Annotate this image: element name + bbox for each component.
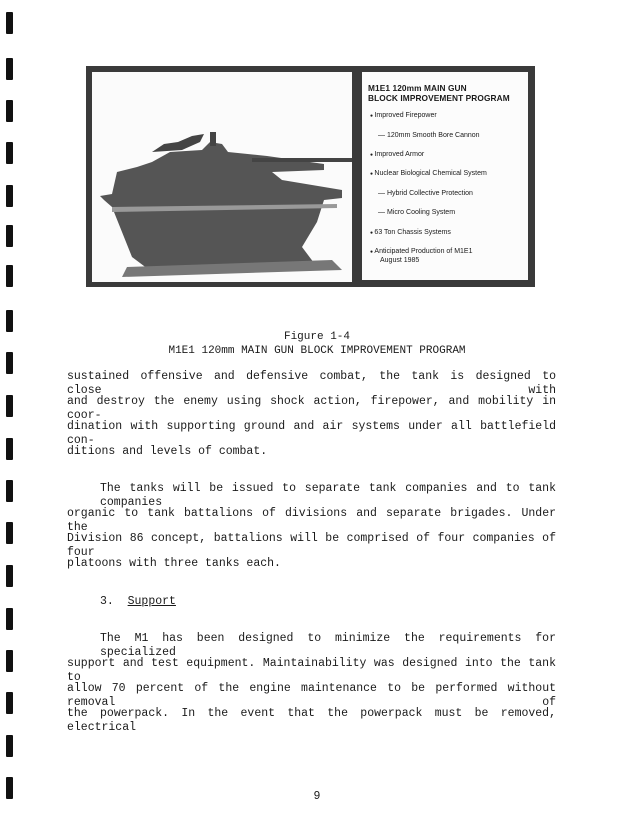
page-number: 9 — [313, 790, 321, 803]
panel-item-cont — [380, 256, 419, 265]
bullet-icon: ● — [370, 113, 375, 119]
panel-item-dash — [378, 208, 455, 217]
panel-title-line: M1E1 120mm MAIN GUN — [368, 83, 467, 93]
text-line: platoons with three tanks each. — [67, 557, 281, 570]
text-line: sustained offensive and defensive combat, the tank is designed to close with — [67, 370, 556, 397]
binding-mark — [6, 142, 13, 164]
binding-mark — [6, 692, 13, 714]
figure-caption-number: Figure 1-4 — [283, 331, 350, 343]
tank-photo — [92, 72, 352, 282]
dash-icon: — — [378, 132, 387, 139]
binding-mark — [6, 735, 13, 757]
binding-mark — [6, 185, 13, 207]
panel-item-text: Micro Cooling System — [386, 209, 456, 216]
panel-item-bullet — [370, 111, 437, 121]
bullet-icon: ● — [370, 152, 375, 158]
panel-title — [368, 83, 510, 103]
section-heading — [100, 595, 176, 608]
binding-mark — [6, 522, 13, 544]
panel-item-dash — [378, 189, 473, 198]
figure-caption-title: M1E1 120mm MAIN GUN BLOCK IMPROVEMENT PROGRAM — [168, 345, 466, 357]
bullet-icon: ● — [370, 230, 375, 236]
binding-mark — [6, 100, 13, 122]
text-line: allow 70 percent of the engine maintenance to be performed without removal of — [67, 682, 556, 709]
panel-item-text: Nuclear Biological Chemical System — [374, 170, 487, 177]
bullet-icon: ● — [370, 171, 375, 177]
dash-icon: — — [378, 190, 387, 197]
panel-item-text: 120mm Smooth Bore Cannon — [386, 132, 480, 139]
panel-item-text: Hybrid Collective Protection — [386, 190, 473, 197]
panel-item-text: 63 Ton Chassis Systems — [374, 229, 451, 236]
text-line: dination with supporting ground and air systems under all battlefield con- — [67, 420, 556, 447]
text-line: the powerpack. In the event that the powerpack must be removed, electrical — [67, 707, 556, 734]
text-line: organic to tank battalions of divisions and separate brigades. Under the — [67, 507, 556, 534]
panel-item-bullet — [370, 150, 424, 160]
text-line: The tanks will be issued to separate tank companies and to tank companies — [100, 482, 556, 509]
binding-mark — [6, 395, 13, 417]
binding-mark — [6, 225, 13, 247]
binding-mark — [6, 310, 13, 332]
panel-item-bullet — [370, 228, 451, 238]
text-line: The M1 has been designed to minimize the requirements for specialized — [100, 632, 556, 659]
panel-item-text: Anticipated Production of M1E1 — [374, 248, 473, 255]
binding-mark — [6, 12, 13, 34]
text-line: ditions and levels of combat. — [67, 445, 268, 458]
program-summary-panel — [362, 72, 528, 280]
panel-item-text: August 1985 — [380, 257, 420, 264]
panel-item-text: Improved Firepower — [374, 112, 437, 119]
panel-title-line: BLOCK IMPROVEMENT PROGRAM — [368, 93, 510, 103]
binding-mark — [6, 438, 13, 460]
binding-mark — [6, 650, 13, 672]
text-line: Division 86 concept, battalions will be comprised of four companies of four — [67, 532, 556, 559]
binding-mark — [6, 265, 13, 287]
panel-item-bullet — [370, 169, 487, 179]
text-line: and destroy the enemy using shock action, firepower, and mobility in coor- — [67, 395, 556, 422]
tank-silhouette-image — [92, 72, 352, 282]
text-line: support and test equipment. Maintainability was designed into the tank to — [67, 657, 556, 684]
bullet-icon: ● — [370, 249, 375, 255]
section-title: Support — [127, 595, 176, 608]
binding-mark — [6, 608, 13, 630]
binding-mark — [6, 565, 13, 587]
figure-1-4 — [86, 66, 535, 287]
panel-item-text: Improved Armor — [374, 151, 425, 158]
dash-icon: — — [378, 209, 387, 216]
binding-mark — [6, 480, 13, 502]
panel-item-dash — [378, 131, 480, 140]
binding-mark — [6, 58, 13, 80]
section-number: 3. — [100, 595, 114, 608]
